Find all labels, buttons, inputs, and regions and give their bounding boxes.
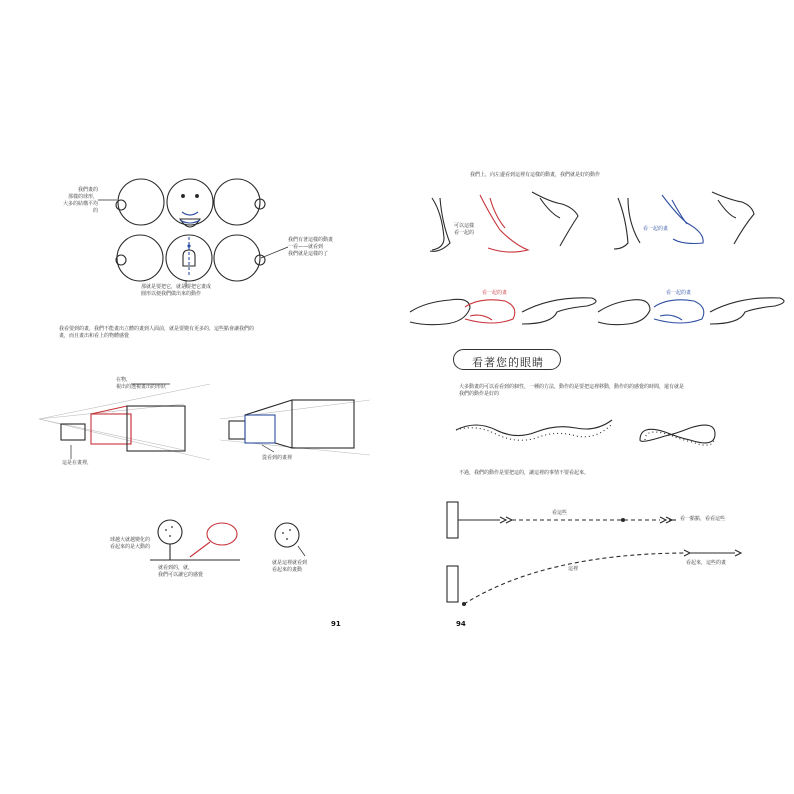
caption-face-1: 我們畫的 那樣的球形， 大多的結構平均的 bbox=[62, 187, 98, 214]
caption-ball-left: 球越大就越變化的 看起來的是大動的 bbox=[109, 537, 150, 550]
page-number-left: 91 bbox=[331, 620, 341, 628]
hand-sequence-left bbox=[410, 298, 596, 325]
caption-face-2a: 我們有著這樣的動畫 一看——就看到 我們就是這樣的了 bbox=[288, 237, 334, 257]
foot-sequence-right bbox=[614, 192, 754, 249]
caption-box-top: 在物， 視出的透視畫出的形狀 bbox=[116, 377, 167, 390]
caption-foot-right: 看一起的畫 bbox=[643, 226, 669, 232]
perspective-boxes-right bbox=[220, 400, 370, 455]
caption-curve-2: 看起來，這些的畫 bbox=[686, 560, 727, 566]
caption-ball-right: 就是這裡就看到 看起來的畫動 bbox=[272, 560, 308, 573]
face-row-top bbox=[116, 179, 265, 227]
caption-face-2b: 那就是要把它，就是要把它畫成 圓形以便我們做出來的動作 bbox=[141, 284, 212, 297]
ball-illustrations bbox=[150, 520, 305, 560]
face-row-bottom bbox=[116, 235, 265, 281]
foot-sequence-left bbox=[430, 192, 578, 252]
caption-foot-left: 可以這樣 看一起的 bbox=[454, 223, 475, 236]
caption-top-right: 我們上，向左邊看到這裡有這樣的動畫，我們就是好的動作 bbox=[470, 172, 601, 178]
infinity-trail bbox=[640, 425, 715, 445]
caption-hand-right: 看一起的畫 bbox=[666, 290, 692, 296]
paragraph-left: 我看要到的畫，我們不能畫出立體的畫到人面前，就是要變有更多的，這些點會讓我們的 畫，而且畫出和看上的物體感覺 bbox=[59, 326, 255, 339]
caption-line-1: 看這些 bbox=[552, 510, 568, 516]
caption-box-bottom: 這是在畫裡， bbox=[62, 460, 93, 466]
caption-box-right: 從看到的畫裡 bbox=[262, 455, 293, 461]
hand-sequence-right bbox=[598, 298, 784, 325]
paragraph-right-2: 不過，我們的動作是要把這的，讓這裡的事情不要看起來。 bbox=[459, 470, 590, 476]
caption-ball-mid: 就看到的，就， 我們可以讓它的感覺 bbox=[158, 565, 204, 578]
wavy-trail bbox=[456, 420, 612, 440]
section-title: 看著您的眼睛 bbox=[472, 356, 544, 369]
caption-line-2: 看一點點，看看這些 bbox=[680, 516, 726, 522]
page-number-right: 94 bbox=[456, 620, 466, 628]
caption-hand-left: 看一起的畫 bbox=[482, 290, 508, 296]
paragraph-right-1: 大多動畫的可以看看到的個性，一種的方法，動作的是要把這裡移動，動作的的感覺的時間，還有就是 我們的動作是好的 bbox=[459, 384, 685, 397]
perspective-boxes-left bbox=[39, 384, 210, 460]
caption-curve-1: 這裡 bbox=[568, 566, 579, 572]
section-title-box bbox=[453, 349, 561, 370]
